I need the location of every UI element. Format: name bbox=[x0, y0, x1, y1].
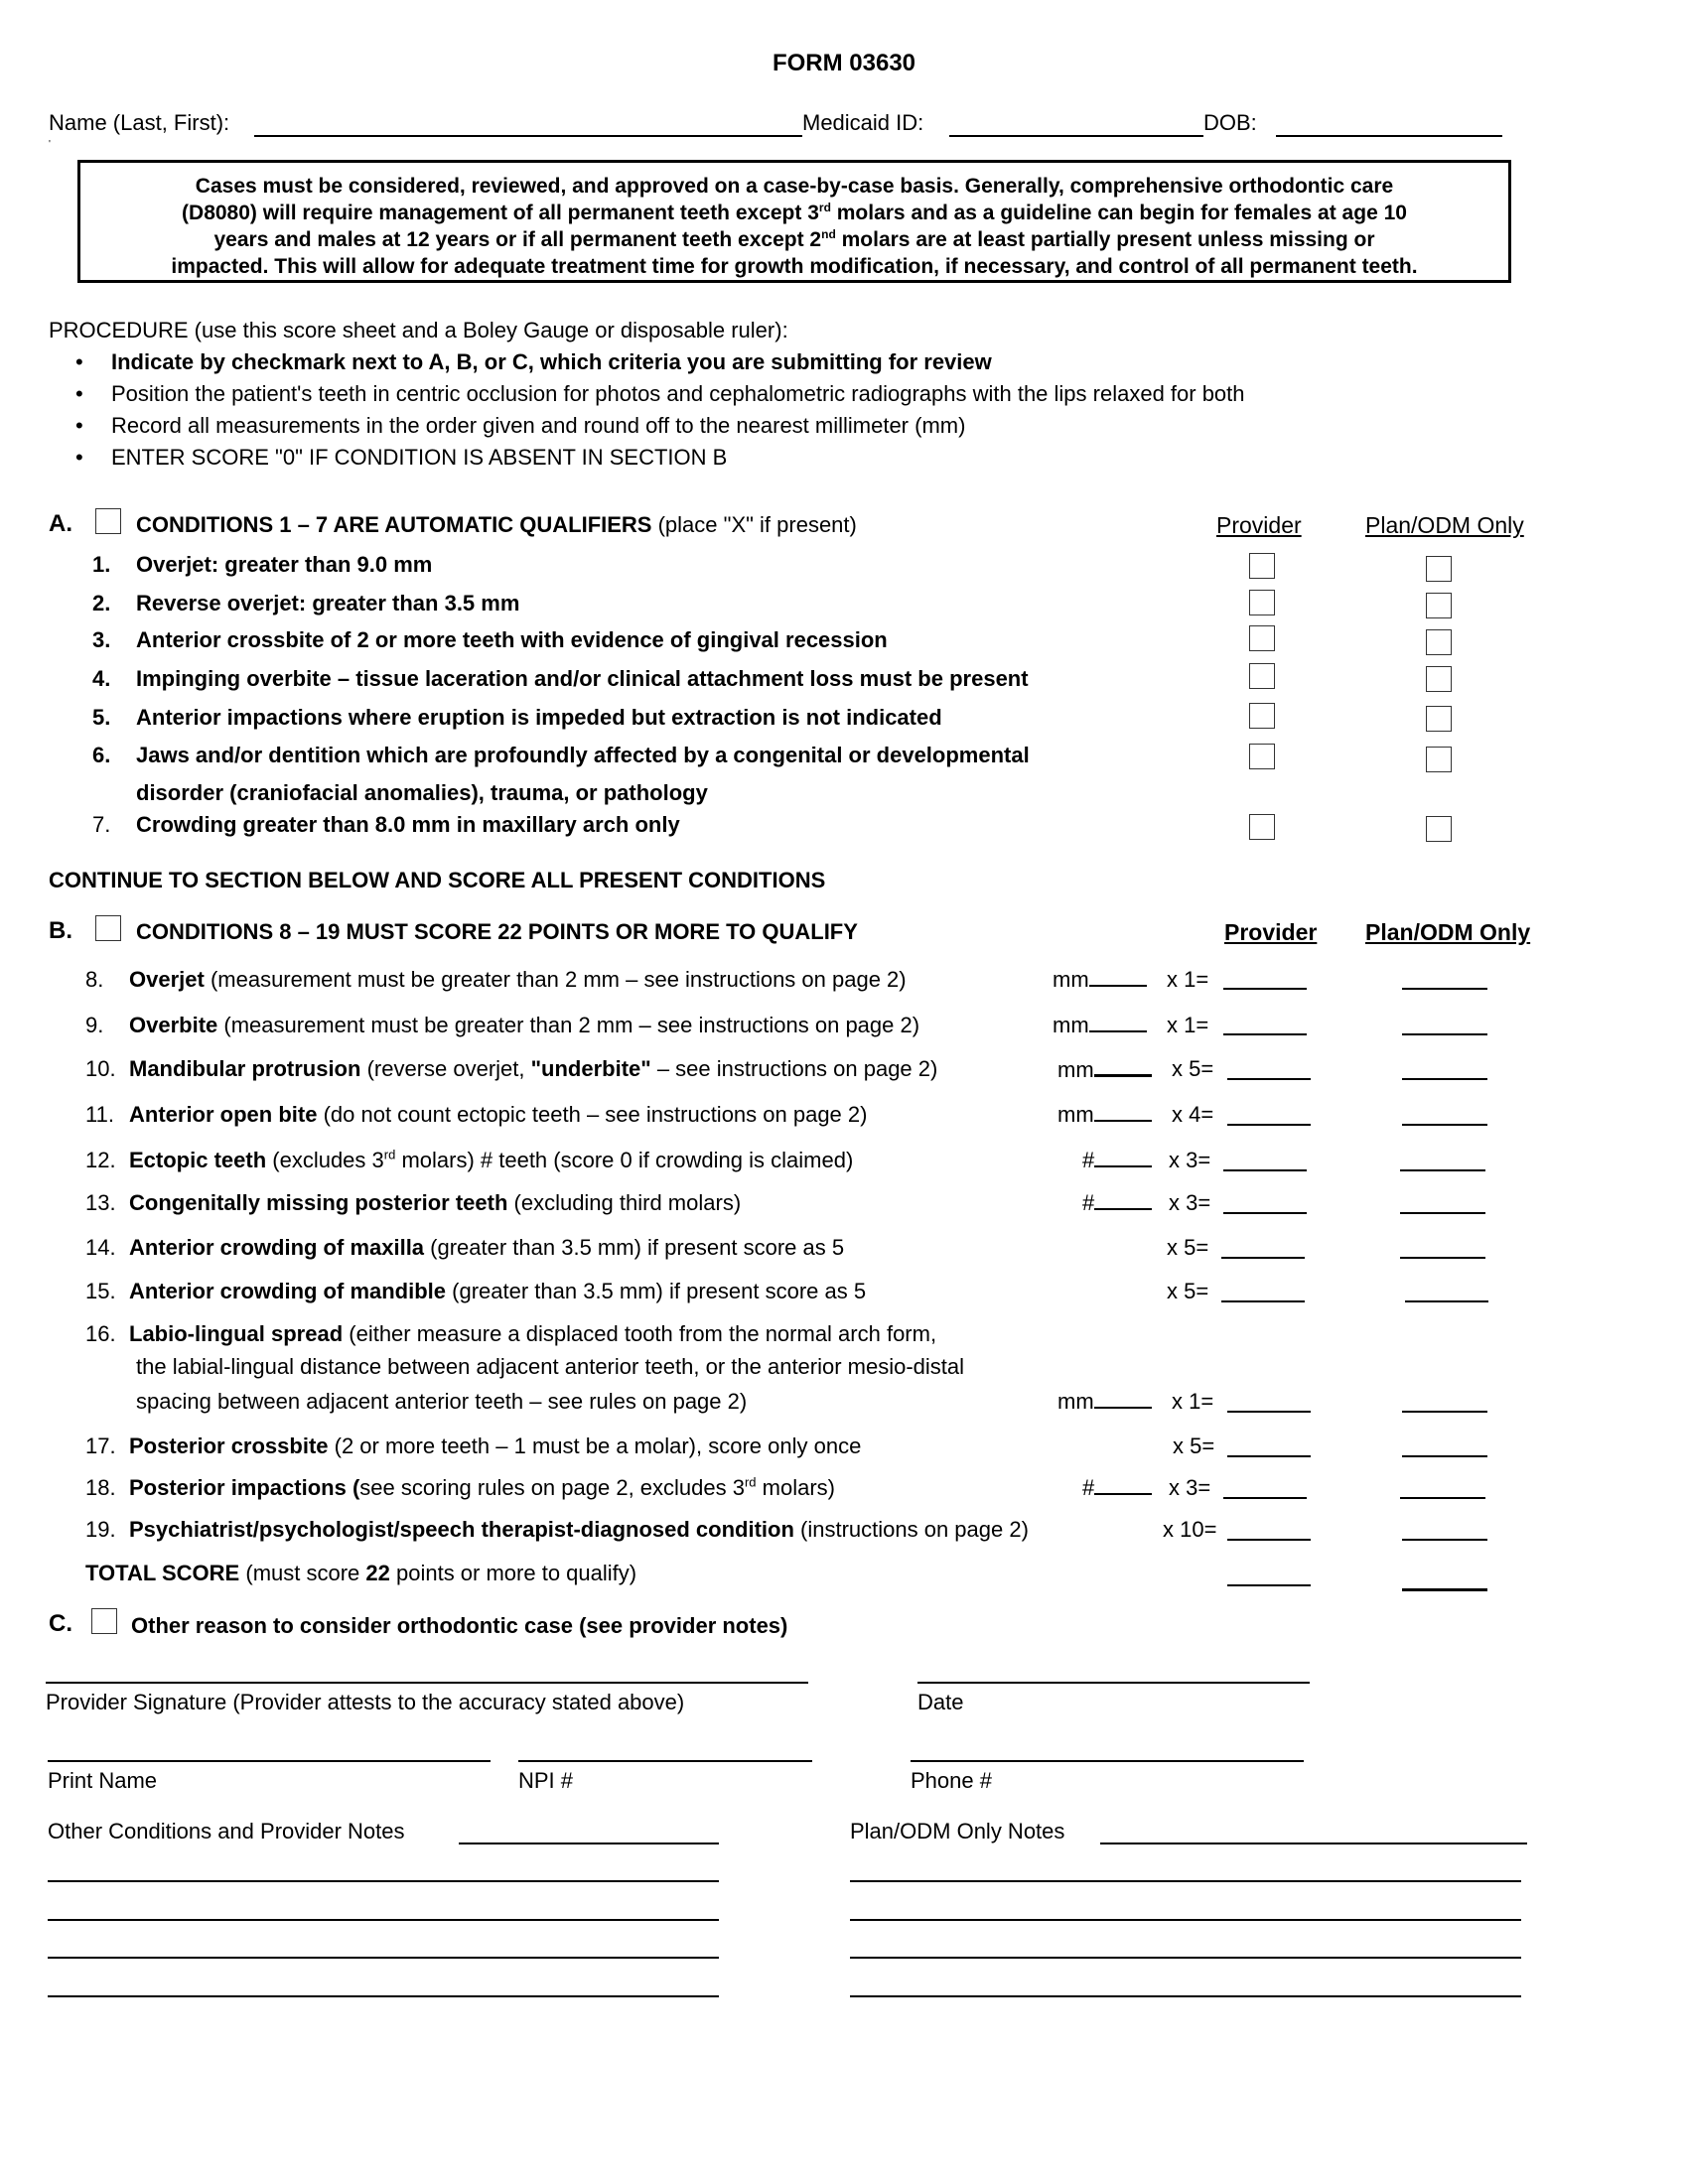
condition-11: 11. Anterior open bite (do not count ectopic teeth – see instructions on page 2) bbox=[85, 1102, 868, 1127]
condition-11-measure: mm bbox=[1057, 1102, 1152, 1128]
condition-16-line2: the labial-lingual distance between adjacent anterior teeth, or the anterior mesio-distal bbox=[136, 1354, 965, 1379]
section-b-letter: B. bbox=[49, 917, 72, 944]
condition-7-plan-checkbox[interactable] bbox=[1426, 816, 1452, 842]
condition-3: 3. Anterior crossbite of 2 or more teeth with evidence of gingival recession bbox=[92, 627, 888, 652]
npi-input[interactable] bbox=[518, 1760, 812, 1762]
condition-14-multiplier: x 5= bbox=[1167, 1235, 1209, 1260]
condition-18-multiplier: x 3= bbox=[1169, 1475, 1211, 1500]
dob-label: DOB: bbox=[1203, 110, 1257, 135]
provider-notes-line[interactable] bbox=[48, 1880, 719, 1882]
section-c-checkbox[interactable] bbox=[91, 1608, 117, 1634]
form-title: FORM 03630 bbox=[772, 50, 916, 76]
condition-6: 6. Jaws and/or dentition which are profoundly affected by a congenital or developmental bbox=[92, 743, 1030, 767]
plan-notes-line[interactable] bbox=[850, 1919, 1521, 1921]
condition-14-plan-score[interactable] bbox=[1400, 1257, 1485, 1259]
condition-19-multiplier: x 10= bbox=[1163, 1517, 1217, 1542]
provider-signature-label: Provider Signature (Provider attests to the accuracy stated above) bbox=[46, 1690, 685, 1714]
condition-16-plan-score[interactable] bbox=[1402, 1411, 1487, 1413]
provider-notes-line[interactable] bbox=[459, 1843, 719, 1844]
npi-label: NPI # bbox=[518, 1768, 574, 1793]
condition-9-provider-score[interactable] bbox=[1223, 1033, 1307, 1035]
plan-notes-line[interactable] bbox=[1100, 1843, 1527, 1844]
notice-line: years and males at 12 years or if all permanent teeth except 2nd molars are at least partially present unless missing or bbox=[213, 227, 1375, 251]
notice-line: Cases must be considered, reviewed, and approved on a case-by-case basis. Generally, comprehensive orthodontic care bbox=[195, 175, 1394, 198]
date-input[interactable] bbox=[917, 1682, 1310, 1684]
condition-9: 9. Overbite (measurement must be greater than 2 mm – see instructions on page 2) bbox=[85, 1013, 920, 1037]
condition-4-provider-checkbox[interactable] bbox=[1249, 663, 1275, 689]
condition-3-provider-checkbox[interactable] bbox=[1249, 625, 1275, 651]
condition-13-measure-input[interactable] bbox=[1094, 1190, 1152, 1210]
condition-12: 12. Ectopic teeth (excludes 3rd molars) # teeth (score 0 if crowding is claimed) bbox=[85, 1147, 854, 1172]
condition-4: 4. Impinging overbite – tissue laceration and/or clinical attachment loss must be present bbox=[92, 666, 1029, 691]
total-plan-score[interactable] bbox=[1402, 1588, 1487, 1591]
condition-10-measure-input[interactable] bbox=[1094, 1056, 1152, 1077]
col-header-provider: Provider bbox=[1216, 512, 1302, 538]
total-provider-score[interactable] bbox=[1227, 1584, 1311, 1586]
condition-8-measure-input[interactable] bbox=[1089, 967, 1147, 987]
condition-7: 7. Crowding greater than 8.0 mm in maxillary arch only bbox=[92, 812, 680, 837]
phone-input[interactable] bbox=[911, 1760, 1304, 1762]
provider-notes-label: Other Conditions and Provider Notes bbox=[48, 1819, 405, 1843]
condition-6-provider-checkbox[interactable] bbox=[1249, 744, 1275, 769]
print-name-label: Print Name bbox=[48, 1768, 158, 1793]
condition-13: 13. Congenitally missing posterior teeth (excluding third molars) bbox=[85, 1190, 742, 1215]
condition-2: 2. Reverse overjet: greater than 3.5 mm bbox=[92, 591, 520, 615]
condition-3-plan-checkbox[interactable] bbox=[1426, 629, 1452, 655]
plan-notes-line[interactable] bbox=[850, 1880, 1521, 1882]
condition-11-plan-score[interactable] bbox=[1402, 1124, 1487, 1126]
section-a-title: CONDITIONS 1 – 7 ARE AUTOMATIC QUALIFIERS (place "X" if present) bbox=[136, 512, 857, 537]
provider-notes-line[interactable] bbox=[48, 1919, 719, 1921]
condition-5-provider-checkbox[interactable] bbox=[1249, 703, 1275, 729]
section-c-letter: C. bbox=[49, 1610, 72, 1637]
condition-9-plan-score[interactable] bbox=[1402, 1033, 1487, 1035]
condition-12-measure-input[interactable] bbox=[1094, 1148, 1152, 1167]
condition-5: 5. Anterior impactions where eruption is impeded but extraction is not indicated bbox=[92, 705, 942, 730]
plan-notes-line[interactable] bbox=[850, 1995, 1521, 1997]
condition-11-provider-score[interactable] bbox=[1227, 1124, 1311, 1126]
col-header-plan-odm: Plan/ODM Only bbox=[1365, 512, 1524, 538]
condition-10: 10. Mandibular protrusion (reverse overjet, "underbite" – see instructions on page 2) bbox=[85, 1056, 938, 1081]
condition-8-plan-score[interactable] bbox=[1402, 988, 1487, 990]
condition-16: 16. Labio-lingual spread (either measure a displaced tooth from the normal arch form, bbox=[85, 1321, 937, 1346]
provider-notes-line[interactable] bbox=[48, 1995, 719, 1997]
condition-12-measure: # bbox=[1082, 1148, 1152, 1173]
section-a-checkbox[interactable] bbox=[95, 508, 121, 534]
name-label: Name (Last, First): bbox=[49, 110, 230, 135]
total-score-label: TOTAL SCORE (must score 22 points or more to qualify) bbox=[85, 1561, 637, 1585]
condition-11-measure-input[interactable] bbox=[1094, 1102, 1152, 1122]
continue-instruction: CONTINUE TO SECTION BELOW AND SCORE ALL PRESENT CONDITIONS bbox=[49, 868, 826, 892]
condition-8: 8. Overjet (measurement must be greater than 2 mm – see instructions on page 2) bbox=[85, 967, 907, 992]
procedure-bullet: • ENTER SCORE "0" IF CONDITION IS ABSENT IN SECTION B bbox=[75, 445, 728, 470]
condition-9-measure-input[interactable] bbox=[1089, 1013, 1147, 1032]
date-label: Date bbox=[917, 1690, 964, 1714]
procedure-heading: PROCEDURE (use this score sheet and a Boley Gauge or disposable ruler): bbox=[49, 318, 788, 342]
condition-10-plan-score[interactable] bbox=[1402, 1078, 1487, 1080]
condition-12-multiplier: x 3= bbox=[1169, 1148, 1211, 1172]
condition-16-multiplier: x 1= bbox=[1172, 1389, 1214, 1414]
condition-19-provider-score[interactable] bbox=[1227, 1539, 1311, 1541]
condition-15: 15. Anterior crowding of mandible (greater than 3.5 mm) if present score as 5 bbox=[85, 1279, 867, 1303]
condition-18-plan-score[interactable] bbox=[1400, 1497, 1485, 1499]
condition-15-provider-score[interactable] bbox=[1221, 1300, 1305, 1302]
condition-16-measure: mm bbox=[1057, 1389, 1152, 1415]
section-a-letter: A. bbox=[49, 510, 72, 537]
condition-17-multiplier: x 5= bbox=[1173, 1433, 1215, 1458]
notice-box bbox=[77, 160, 1511, 283]
section-b-checkbox[interactable] bbox=[95, 915, 121, 941]
condition-17-plan-score[interactable] bbox=[1402, 1455, 1487, 1457]
condition-18-measure: # bbox=[1082, 1475, 1152, 1501]
phone-label: Phone # bbox=[911, 1768, 992, 1793]
print-name-input[interactable] bbox=[48, 1760, 491, 1762]
condition-17: 17. Posterior crossbite (2 or more teeth – 1 must be a molar), score only once bbox=[85, 1433, 862, 1458]
procedure-bullet: • Indicate by checkmark next to A, B, or C, which criteria you are submitting for review bbox=[75, 349, 992, 374]
condition-16-line3: spacing between adjacent anterior teeth – see rules on page 2) bbox=[136, 1389, 748, 1414]
condition-13-multiplier: x 3= bbox=[1169, 1190, 1211, 1215]
condition-18: 18. Posterior impactions (see scoring rules on page 2, excludes 3rd molars) bbox=[85, 1474, 835, 1500]
name-field-row bbox=[49, 110, 229, 136]
procedure-bullet: • Record all measurements in the order given and round off to the nearest millimeter (mm) bbox=[75, 413, 966, 438]
procedure-bullet: • Position the patient's teeth in centric occlusion for photos and cephalometric radiographs with the lips relaxed for both bbox=[75, 381, 1245, 406]
medicaid-label: Medicaid ID: bbox=[802, 110, 924, 135]
condition-8-measure: mm bbox=[1053, 967, 1147, 993]
condition-9-multiplier: x 1= bbox=[1167, 1013, 1209, 1037]
condition-7-provider-checkbox[interactable] bbox=[1249, 814, 1275, 840]
condition-1: 1. Overjet: greater than 9.0 mm bbox=[92, 552, 433, 577]
notice-line: (D8080) will require management of all permanent teeth except 3rd molars and as a guideline can begin for females at age 10 bbox=[182, 201, 1407, 224]
name-input[interactable] bbox=[254, 135, 802, 137]
provider-notes-line[interactable] bbox=[48, 1957, 719, 1959]
plan-notes-line[interactable] bbox=[850, 1957, 1521, 1959]
condition-19-plan-score[interactable] bbox=[1402, 1539, 1487, 1541]
condition-17-provider-score[interactable] bbox=[1227, 1455, 1311, 1457]
condition-14: 14. Anterior crowding of maxilla (greater than 3.5 mm) if present score as 5 bbox=[85, 1235, 845, 1260]
condition-10-provider-score[interactable] bbox=[1227, 1078, 1311, 1080]
condition-8-multiplier: x 1= bbox=[1167, 967, 1209, 992]
condition-11-multiplier: x 4= bbox=[1172, 1102, 1214, 1127]
condition-8-provider-score[interactable] bbox=[1223, 988, 1307, 990]
condition-1-plan-checkbox[interactable] bbox=[1426, 556, 1452, 582]
condition-13-measure: # bbox=[1082, 1190, 1152, 1216]
provider-signature-input[interactable] bbox=[46, 1682, 808, 1684]
condition-10-measure: mm bbox=[1057, 1056, 1152, 1083]
section-c-text: Other reason to consider orthodontic case (see provider notes) bbox=[131, 1613, 788, 1638]
condition-16-provider-score[interactable] bbox=[1227, 1411, 1311, 1413]
condition-18-measure-input[interactable] bbox=[1094, 1475, 1152, 1495]
condition-13-provider-score[interactable] bbox=[1223, 1212, 1307, 1214]
condition-4-plan-checkbox[interactable] bbox=[1426, 666, 1452, 692]
condition-2-plan-checkbox[interactable] bbox=[1426, 593, 1452, 618]
condition-5-plan-checkbox[interactable] bbox=[1426, 706, 1452, 732]
plan-notes-label: Plan/ODM Only Notes bbox=[850, 1819, 1065, 1843]
condition-6-continued: disorder (craniofacial anomalies), trauma, or pathology bbox=[136, 780, 708, 805]
condition-15-plan-score[interactable] bbox=[1405, 1300, 1488, 1302]
col-header-provider: Provider bbox=[1224, 919, 1318, 945]
condition-14-provider-score[interactable] bbox=[1221, 1257, 1305, 1259]
condition-15-multiplier: x 5= bbox=[1167, 1279, 1209, 1303]
condition-12-provider-score[interactable] bbox=[1223, 1169, 1307, 1171]
notice-line: impacted. This will allow for adequate treatment time for growth modification, if necessary, and control of all permanent teeth. bbox=[171, 255, 1418, 278]
condition-1-provider-checkbox[interactable] bbox=[1249, 553, 1275, 579]
stray-mark: ' bbox=[49, 139, 51, 150]
condition-9-measure: mm bbox=[1053, 1013, 1147, 1038]
condition-18-provider-score[interactable] bbox=[1223, 1497, 1307, 1499]
condition-6-plan-checkbox[interactable] bbox=[1426, 747, 1452, 772]
condition-19: 19. Psychiatrist/psychologist/speech therapist-diagnosed condition (instructions on page 2) bbox=[85, 1517, 1029, 1542]
condition-2-provider-checkbox[interactable] bbox=[1249, 590, 1275, 615]
condition-13-plan-score[interactable] bbox=[1400, 1212, 1485, 1214]
condition-12-plan-score[interactable] bbox=[1400, 1169, 1485, 1171]
condition-16-measure-input[interactable] bbox=[1094, 1389, 1152, 1409]
condition-10-multiplier: x 5= bbox=[1172, 1056, 1214, 1081]
medicaid-id-input[interactable] bbox=[949, 135, 1203, 137]
col-header-plan-odm: Plan/ODM Only bbox=[1365, 919, 1531, 945]
dob-input[interactable] bbox=[1276, 135, 1502, 137]
section-b-title: CONDITIONS 8 – 19 MUST SCORE 22 POINTS OR MORE TO QUALIFY bbox=[136, 919, 858, 944]
